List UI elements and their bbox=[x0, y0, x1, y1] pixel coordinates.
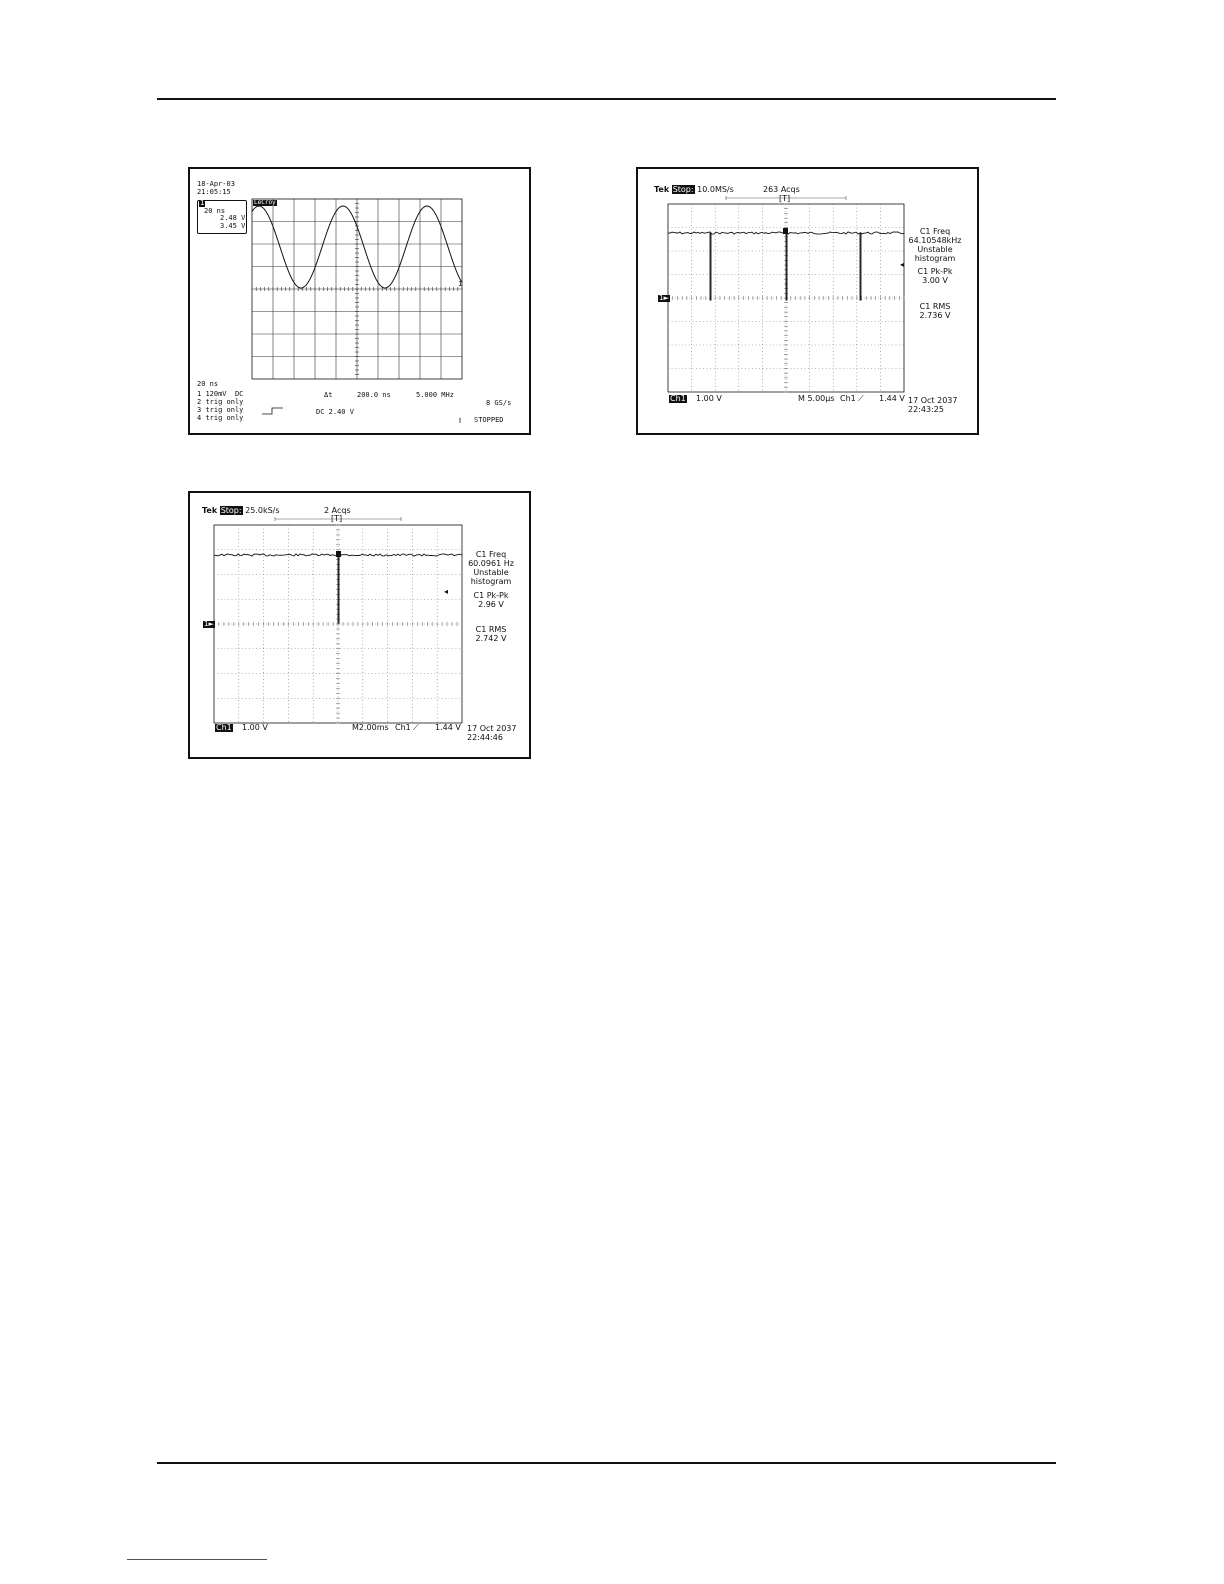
readout-voltage-2: 3.45 V bbox=[220, 222, 246, 230]
trigger-level: 1.44 V bbox=[435, 723, 461, 732]
readout-timebase: 20 ns bbox=[204, 207, 226, 215]
measurement-rms-label: C1 RMS bbox=[475, 625, 507, 634]
scope-screenshot-lecroy bbox=[188, 167, 531, 435]
measurement-freq-status: Unstable bbox=[473, 568, 509, 577]
measurement-pkpk-value: 3.00 V bbox=[922, 276, 948, 285]
volts-per-div: 1.00 V bbox=[242, 723, 268, 732]
capture-time: 22:44:46 bbox=[467, 733, 503, 742]
timebase: M2.00ms bbox=[352, 723, 389, 732]
readout-voltage-1: 2.48 V bbox=[220, 214, 246, 222]
channel-number: 1 bbox=[197, 390, 206, 398]
channel-row bbox=[197, 398, 243, 406]
trigger-level-arrow-icon: ◂ bbox=[900, 260, 905, 269]
bottom-rule bbox=[157, 1462, 1056, 1464]
channel-setting: 120mV DC bbox=[205, 390, 244, 398]
delta-t-value: 200.0 ns bbox=[357, 391, 391, 399]
scope-screenshot-tek-2 bbox=[188, 491, 531, 759]
channel-row bbox=[197, 390, 243, 398]
measurement-rms-value: 2.736 V bbox=[919, 311, 951, 320]
status-icon: ▯ bbox=[458, 416, 463, 424]
capture-date: 18-Apr-03 bbox=[197, 180, 235, 188]
acquisition-status: STOPPED bbox=[474, 416, 504, 424]
channel-number: 4 bbox=[197, 414, 206, 422]
trigger-edge-icon bbox=[262, 407, 284, 415]
channel-number: 3 bbox=[197, 406, 206, 414]
measurement-freq-mode: histogram bbox=[470, 577, 512, 586]
channel-marker: 1 bbox=[200, 199, 205, 207]
measurement-freq-value: 60.0961 Hz bbox=[468, 559, 514, 568]
waveform-grid bbox=[668, 204, 904, 392]
measurement-freq-label: C1 Freq bbox=[919, 227, 951, 236]
sample-rate: 10.0MS/s bbox=[697, 185, 734, 194]
channel-setting: trig only bbox=[205, 398, 244, 406]
channel-badge: Ch1 bbox=[670, 394, 686, 403]
sample-rate: 8 GS/s bbox=[486, 399, 512, 407]
trigger-level: 1.44 V bbox=[879, 394, 905, 403]
top-rule bbox=[157, 98, 1056, 100]
capture-date: 17 Oct 2037 bbox=[908, 396, 958, 405]
acquisition-state: Stop: bbox=[220, 506, 242, 515]
channel-badge: Ch1 bbox=[216, 723, 232, 732]
sample-rate: 25.0kS/s bbox=[245, 506, 280, 515]
volts-per-div: 1.00 V bbox=[696, 394, 722, 403]
trigger-setting: DC 2.40 V bbox=[316, 408, 354, 416]
measurement-rms-value: 2.742 V bbox=[475, 634, 507, 643]
bottom-timebase: 20 ns bbox=[197, 380, 219, 388]
trigger-slope-icon: ⟋ bbox=[413, 723, 419, 732]
waveform-grid bbox=[252, 199, 462, 379]
footer-link-underline[interactable] bbox=[127, 1559, 267, 1560]
trigger-source: Ch1 bbox=[840, 394, 856, 403]
measurement-pkpk-value: 2.96 V bbox=[478, 600, 504, 609]
channel-list bbox=[197, 390, 243, 422]
timebase: M 5.00µs bbox=[798, 394, 835, 403]
acquisition-state: Stop: bbox=[672, 185, 694, 194]
trigger-slope-icon: ⟋ bbox=[858, 394, 864, 403]
measurement-panel bbox=[456, 550, 526, 643]
trigger-marker: [T] bbox=[331, 514, 343, 523]
capture-date: 17 Oct 2037 bbox=[467, 724, 517, 733]
waveform-grid bbox=[214, 525, 462, 723]
acquisition-count: 2 Acqs bbox=[324, 506, 351, 515]
measurement-freq-status: Unstable bbox=[917, 245, 953, 254]
trigger-marker: [T] bbox=[779, 194, 791, 203]
measurement-rms-label: C1 RMS bbox=[919, 302, 951, 311]
measurement-pkpk-label: C1 Pk-Pk bbox=[917, 267, 953, 276]
channel-ground-marker: 1► bbox=[659, 294, 669, 302]
measurement-pkpk-label: C1 Pk-Pk bbox=[473, 591, 509, 600]
channel-ground-marker: 1► bbox=[204, 620, 214, 628]
trigger-source: Ch1 bbox=[395, 723, 411, 732]
brand-logo: Tek Stop: 25.0kS/s bbox=[202, 506, 280, 515]
channel-setting: trig only bbox=[205, 414, 244, 422]
channel-row bbox=[197, 414, 243, 422]
brand-logo: LeCroy bbox=[254, 199, 276, 206]
acquisition-count: 263 Acqs bbox=[763, 185, 800, 194]
measurement-freq-mode: histogram bbox=[914, 254, 956, 263]
channel-ground-marker: 1 bbox=[458, 280, 463, 288]
scope-screenshot-tek-1 bbox=[636, 167, 979, 435]
capture-time: 21:05:15 bbox=[197, 188, 231, 196]
frequency-value: 5.000 MHz bbox=[416, 391, 454, 399]
measurement-panel bbox=[900, 227, 970, 320]
measurement-freq-label: C1 Freq bbox=[475, 550, 507, 559]
brand-logo: Tek Stop: 10.0MS/s bbox=[654, 185, 734, 194]
measurement-freq-value: 64.10548kHz bbox=[908, 236, 962, 245]
trigger-level-arrow-icon: ◂ bbox=[444, 587, 449, 596]
channel-setting: trig only bbox=[205, 406, 244, 414]
channel-number: 2 bbox=[197, 398, 206, 406]
delta-t-label: Δt bbox=[324, 391, 333, 399]
capture-time: 22:43:25 bbox=[908, 405, 944, 414]
channel-row bbox=[197, 406, 243, 414]
